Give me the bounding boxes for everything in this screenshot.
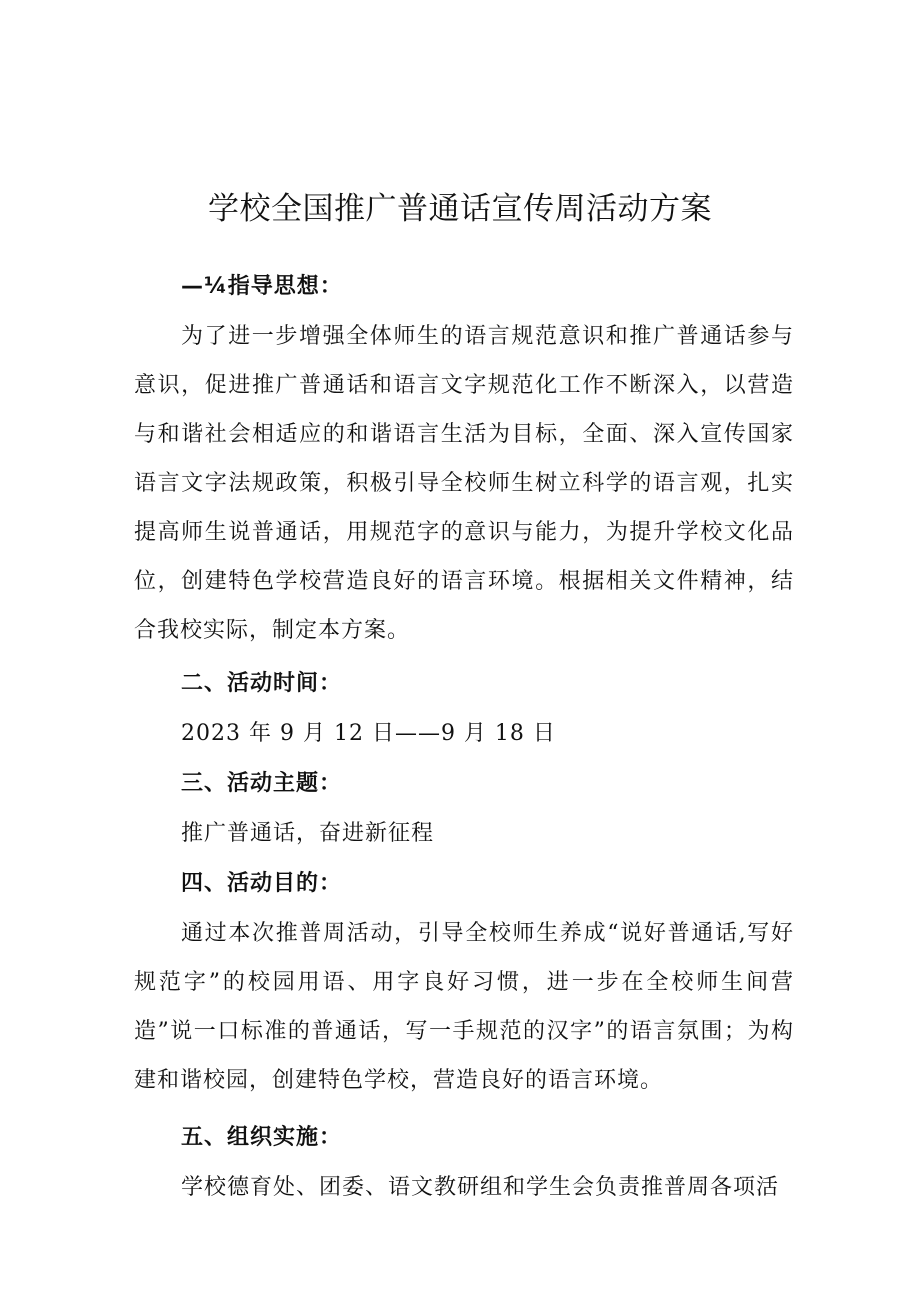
section-activity-time [134, 659, 794, 759]
section-heading: 五、组织实施： [181, 1125, 343, 1150]
section-activity-theme [134, 759, 794, 859]
section-heading: 三、活动主题： [181, 771, 343, 796]
section-paragraph: 推广普通话，奋进新征程 [181, 821, 435, 846]
section-paragraph: 学校德育处、团委、语文教研组和学生会负责推普周各项活 [181, 1175, 780, 1200]
section-guiding-ideology [134, 262, 794, 655]
document-body [134, 262, 794, 1212]
section-activity-purpose [134, 859, 794, 1105]
section-paragraph: 2023 年 9 月 12 日——9 月 18 日 [181, 721, 556, 746]
section-organization [134, 1113, 794, 1212]
section-heading: 四、活动目的： [181, 871, 343, 896]
section-paragraph: 通过本次推普周活动，引导全校师生养成“说好普通话,写好规范字”的校园用语、用字良好习惯，进一步在全校师生间营造”说一口标准的普通话，写一手规范的汉字”的语言氛围；为构建和谐校园，创建特色学校，营造良好的语言环境。 [134, 921, 794, 1093]
document-title: 学校全国推广普通话宣传周活动方案 [208, 190, 712, 227]
section-heading: —¼指导思想： [181, 274, 343, 299]
section-heading: 二、活动时间： [181, 671, 343, 696]
section-paragraph: 为了进一步增强全体师生的语言规范意识和推广普通话参与意识，促进推广普通话和语言文字规范化工作不断深入，以营造与和谐社会相适应的和谐语言生活为目标，全面、深入宣传国家语言文字法规政策，积极引导全校师生树立科学的语言观，扎实提高师生说普通话，用规范字的意识与能力，为提升学校文化品位，创建特色学校营造良好的语言环境。根据相关文件精神，结合我校实际，制定本方案。 [134, 324, 794, 643]
